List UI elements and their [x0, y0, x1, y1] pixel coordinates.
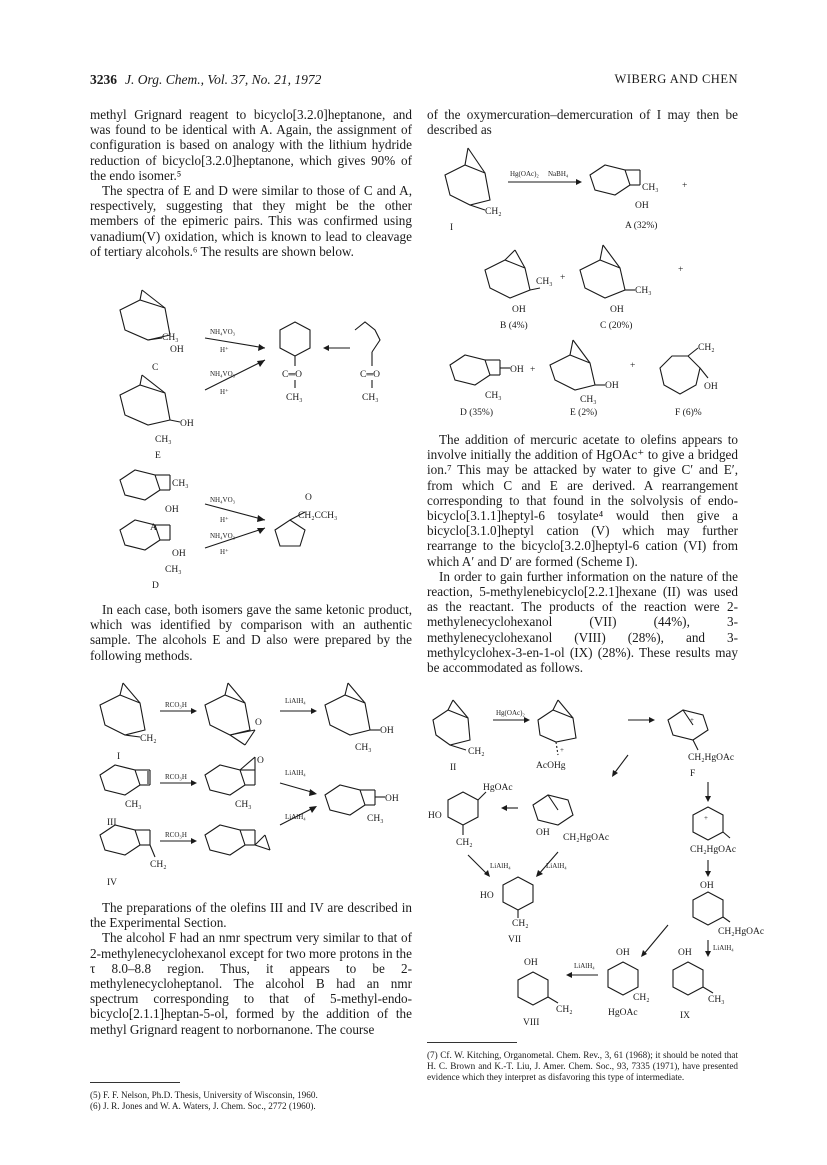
- svg-text:CH₂: CH₂: [556, 1005, 573, 1015]
- footnote-5: (5) F. F. Nelson, Ph.D. Thesis, University of Wisconsin, 1960.: [90, 1090, 318, 1100]
- product-D: [450, 355, 524, 418]
- svg-text:+: +: [682, 181, 688, 191]
- svg-text:E: E: [155, 451, 161, 461]
- product-IX: [673, 948, 725, 1021]
- svg-text:I: I: [450, 223, 454, 233]
- svg-text:HO: HO: [428, 811, 442, 821]
- svg-text:OH: OH: [385, 794, 399, 804]
- svg-text:LiAlH₄: LiAlH₄: [285, 813, 306, 821]
- svg-text:CH₂HgOAc: CH₂HgOAc: [690, 845, 737, 855]
- right-text-block-1: [427, 107, 738, 137]
- product-F: [660, 343, 718, 418]
- svg-text:+: +: [678, 265, 684, 275]
- left-text-block-3: [90, 900, 412, 1037]
- structure-I-prep: [100, 683, 157, 762]
- svg-text:D: D: [152, 581, 159, 591]
- svg-text:LiAlH₄: LiAlH₄: [574, 962, 595, 970]
- svg-text:OH: OH: [536, 828, 550, 838]
- svg-text:RCO₃H: RCO₃H: [165, 773, 187, 781]
- hydroxymercurial-left: [428, 783, 513, 848]
- svg-text:CH₃: CH₃: [235, 800, 252, 810]
- svg-text:NH₄VO₃: NH₄VO₃: [210, 328, 236, 336]
- svg-text:+: +: [530, 365, 536, 375]
- svg-text:OH: OH: [678, 948, 692, 958]
- left-text-block-2: [90, 602, 412, 663]
- svg-text:RCO₃H: RCO₃H: [165, 701, 187, 709]
- svg-text:C═O: C═O: [360, 370, 380, 380]
- svg-text:+: +: [630, 361, 636, 371]
- running-header-left: [90, 72, 321, 88]
- svg-text:CH₃: CH₃: [155, 435, 172, 445]
- product-VIII: [518, 958, 573, 1028]
- product-B: [485, 250, 553, 331]
- svg-text:OH: OH: [610, 305, 624, 315]
- svg-text:A (32%): A (32%): [625, 221, 658, 231]
- scheme-II-mechanism: [428, 700, 765, 1030]
- svg-text:LiAlH₄: LiAlH₄: [546, 862, 567, 870]
- cation-F-intermediate: [668, 710, 734, 779]
- svg-text:O: O: [257, 756, 264, 766]
- svg-text:+: +: [704, 814, 708, 822]
- product-cyclohexenyl-ketone: [280, 322, 310, 403]
- svg-text:OH: OH: [616, 948, 630, 958]
- svg-text:III: III: [107, 818, 117, 828]
- svg-text:CH₂HgOAc: CH₂HgOAc: [718, 927, 765, 937]
- footnotes-left: [90, 1090, 412, 1112]
- svg-text:+: +: [560, 746, 564, 754]
- svg-text:CH₂: CH₂: [633, 993, 650, 1003]
- svg-text:CH₂CCH₃: CH₂CCH₃: [298, 511, 338, 521]
- svg-text:OH: OH: [700, 881, 714, 891]
- svg-text:OH: OH: [512, 305, 526, 315]
- svg-text:RCO₃H: RCO₃H: [165, 831, 187, 839]
- svg-text:HgOAc: HgOAc: [608, 1008, 638, 1018]
- svg-text:I: I: [117, 752, 121, 762]
- paragraph: The alcohol F had an nmr spectrum very similar to that of 2-methylenecyclohexanol except for two more protons in the τ 8.0–8.8 region. Thus, it appears to be 2-methylenecycloheptanol. The alcohol B had an nmr spectrum corresponding to that of 5-methyl-endo-bicyclo[2.1.1]heptan-5-ol, formed by the addition of the methyl Grignard reagent to norbornanone. The course: [90, 930, 412, 1037]
- product-C: [580, 245, 652, 331]
- structure-I: [445, 148, 502, 233]
- svg-text:VII: VII: [508, 935, 522, 945]
- svg-text:H⁺: H⁺: [220, 388, 229, 396]
- svg-text:CH₃: CH₃: [635, 286, 652, 296]
- svg-text:CH₃: CH₃: [536, 277, 553, 287]
- svg-text:HgOAc: HgOAc: [483, 783, 513, 793]
- svg-text:Hg(OAc)₂: Hg(OAc)₂: [510, 170, 539, 178]
- svg-text:OH: OH: [170, 345, 184, 355]
- svg-text:H⁺: H⁺: [220, 548, 229, 556]
- structure-E: [120, 375, 194, 461]
- svg-text:NH₄VO₃: NH₄VO₃: [210, 532, 236, 540]
- svg-text:CH₃: CH₃: [355, 743, 372, 753]
- svg-text:CH₂HgOAc: CH₂HgOAc: [563, 833, 610, 843]
- product-cyclopentenyl-acetone: [275, 493, 337, 546]
- svg-text:CH₃: CH₃: [362, 393, 379, 403]
- epoxide-1: [205, 683, 262, 745]
- svg-text:CH₃: CH₃: [172, 479, 189, 489]
- svg-text:H⁺: H⁺: [220, 346, 229, 354]
- footnote-7: (7) Cf. W. Kitching, Organometal. Chem. Rev., 3, 61 (1968); it should be noted that H. C. Brown and K.-T. Liu, J. Amer. Chem. Soc., 93, 7335 (1971), have presented evidence which they interpret as disfavoring this type of intermediate.: [427, 1050, 738, 1082]
- svg-text:B (4%): B (4%): [500, 321, 528, 331]
- svg-text:OH: OH: [165, 505, 179, 515]
- svg-text:OH: OH: [380, 726, 394, 736]
- paragraph: In order to gain further information on the nature of the reaction, 5-methylenebicyclo[2.2.1]hexane (II) was used as the reactant. The products of the reaction were 2-methylenecyclohexanol (VII) (44%), 3-methylenecyclohexanol (VIII) (28%), and 3-methylcyclohex-3-en-1-ol (IX) (28%). These results may be accommodated as follows.: [427, 568, 738, 676]
- epoxide-3: [205, 825, 270, 855]
- structure-II: [433, 700, 485, 773]
- right-text-block-2: [427, 432, 738, 675]
- svg-text:OH: OH: [510, 365, 524, 375]
- product-VII: [480, 877, 533, 945]
- svg-text:H⁺: H⁺: [220, 516, 229, 524]
- svg-text:C═O: C═O: [282, 370, 302, 380]
- svg-text:CH₂: CH₂: [485, 207, 502, 217]
- svg-text:CH₂: CH₂: [140, 734, 157, 744]
- svg-text:NH₄VO₃: NH₄VO₃: [210, 370, 236, 378]
- svg-text:CH₃: CH₃: [286, 393, 303, 403]
- svg-text:OH: OH: [180, 419, 194, 429]
- svg-text:CH₃: CH₃: [708, 995, 725, 1005]
- svg-text:O: O: [255, 718, 262, 728]
- paragraph: of the oxymercuration–demercuration of I may then be described as: [427, 107, 738, 138]
- svg-text:OH: OH: [704, 382, 718, 392]
- oxymercuration-scheme: [430, 140, 740, 420]
- product-A: [590, 165, 659, 231]
- bridged-mercurinium-ion: [536, 700, 576, 771]
- svg-text:D (35%): D (35%): [460, 408, 493, 418]
- svg-text:CH₃: CH₃: [162, 333, 179, 343]
- svg-text:F: F: [690, 769, 696, 779]
- svg-text:E (2%): E (2%): [570, 408, 598, 418]
- hydroxymethylmercurial: [693, 881, 764, 937]
- footnotes-right: [427, 1050, 738, 1083]
- paragraph: The spectra of E and D were similar to those of C and A, respectively, suggesting that they might be the other members of the epimeric pairs. This was confirmed using vanadium(V) oxidation, which is known to lead to cleavage of tertiary alcohols.⁶ The results are shown below.: [90, 183, 412, 259]
- svg-text:LiAlH₄: LiAlH₄: [285, 769, 306, 777]
- hydroxymercurial-right: [533, 795, 609, 843]
- paragraph: methyl Grignard reagent to bicyclo[3.2.0]heptanone, and was found to be identical with A. Again, the assignment of configuration is based on analogy with the lithium hydride reduction of bicyclo[3.2.0]heptanone, which gives 90% of the endo isomer.⁵: [90, 107, 412, 183]
- footnote-6: (6) J. R. Jones and W. A. Waters, J. Chem. Soc., 2772 (1960).: [90, 1101, 316, 1111]
- cyclohexyl-cation: [690, 807, 736, 855]
- structure-C: [120, 290, 184, 373]
- structure-III: [100, 765, 150, 828]
- journal-citation: J. Org. Chem., Vol. 37, No. 21, 1972: [125, 72, 322, 87]
- svg-text:LiAlH₄: LiAlH₄: [490, 862, 511, 870]
- preparation-scheme: [95, 675, 415, 895]
- footnote-rule-right: [427, 1042, 517, 1043]
- svg-text:NH₄VO₃: NH₄VO₃: [210, 496, 236, 504]
- svg-text:Hg(OAc)₂: Hg(OAc)₂: [496, 709, 525, 717]
- svg-text:C: C: [152, 363, 159, 373]
- svg-text:LiAlH₄: LiAlH₄: [713, 944, 734, 952]
- svg-text:CH₂: CH₂: [468, 747, 485, 757]
- paragraph: In each case, both isomers gave the same ketonic product, which was identified by comparison with an authentic sample. The alcohols E and D also were prepared by the following methods.: [90, 602, 412, 663]
- svg-text:CH₂: CH₂: [512, 919, 529, 929]
- product-D-alcohol: [325, 785, 399, 824]
- svg-text:HO: HO: [480, 891, 494, 901]
- svg-text:OH: OH: [605, 381, 619, 391]
- page-number: 3236: [90, 72, 117, 87]
- svg-text:+: +: [690, 716, 694, 724]
- vanadium-oxidation-scheme: [110, 290, 410, 590]
- svg-text:LiAlH₄: LiAlH₄: [285, 697, 306, 705]
- svg-text:CH₃: CH₃: [580, 395, 597, 405]
- svg-text:II: II: [450, 763, 457, 773]
- epoxide-2: [205, 756, 264, 810]
- svg-text:CH₂: CH₂: [456, 838, 473, 848]
- mercurial-intermediate-VIII: [608, 948, 650, 1018]
- footnote-rule-left: [90, 1082, 180, 1083]
- running-header-authors: WIBERG AND CHEN: [614, 72, 738, 86]
- svg-text:AcOHg: AcOHg: [536, 761, 566, 771]
- svg-text:CH₂HgOAc: CH₂HgOAc: [688, 753, 735, 763]
- svg-text:CH₃: CH₃: [367, 814, 384, 824]
- svg-text:CH₃: CH₃: [642, 183, 659, 193]
- product-open-chain-ketone: [355, 322, 380, 403]
- svg-text:C (20%): C (20%): [600, 321, 633, 331]
- svg-text:O: O: [305, 493, 312, 503]
- svg-text:+: +: [560, 273, 566, 283]
- svg-text:VIII: VIII: [523, 1018, 540, 1028]
- svg-text:IX: IX: [680, 1011, 691, 1021]
- product-E: [550, 340, 619, 418]
- svg-text:IV: IV: [107, 878, 118, 888]
- paragraph: The preparations of the olefins III and IV are described in the Experimental Section.: [90, 900, 412, 931]
- svg-text:OH: OH: [635, 201, 649, 211]
- svg-text:OH: OH: [524, 958, 538, 968]
- structure-IV: [100, 825, 167, 888]
- product-E-alcohol: [325, 683, 394, 753]
- left-text-block-1: [90, 107, 412, 259]
- svg-text:CH₂: CH₂: [698, 343, 715, 353]
- svg-text:CH₃: CH₃: [165, 565, 182, 575]
- svg-text:CH₃: CH₃: [485, 391, 502, 401]
- paragraph: The addition of mercuric acetate to olefins appears to involve initially the addition of HgOAc⁺ to give a bridged ion.⁷ This may be attacked by water to give C′ and E′, from which C and E are derived. A rearrangement corresponding to that found in the solvolysis of endo-bicyclo[3.1.1]heptyl-6 tosylate⁴ would then give a bicyclo[3.1.0]heptyl cation (V) which may further rearrange to the bicyclo[3.2.0]heptyl-6 cation (VI) from which A′ and D′ are formed (Scheme I).: [427, 432, 738, 569]
- svg-text:A: A: [150, 523, 157, 533]
- svg-text:CH₃: CH₃: [125, 800, 142, 810]
- svg-text:OH: OH: [172, 549, 186, 559]
- svg-text:CH₂: CH₂: [150, 860, 167, 870]
- svg-text:F (6)%: F (6)%: [675, 408, 702, 418]
- svg-text:NaBH₄: NaBH₄: [548, 170, 569, 178]
